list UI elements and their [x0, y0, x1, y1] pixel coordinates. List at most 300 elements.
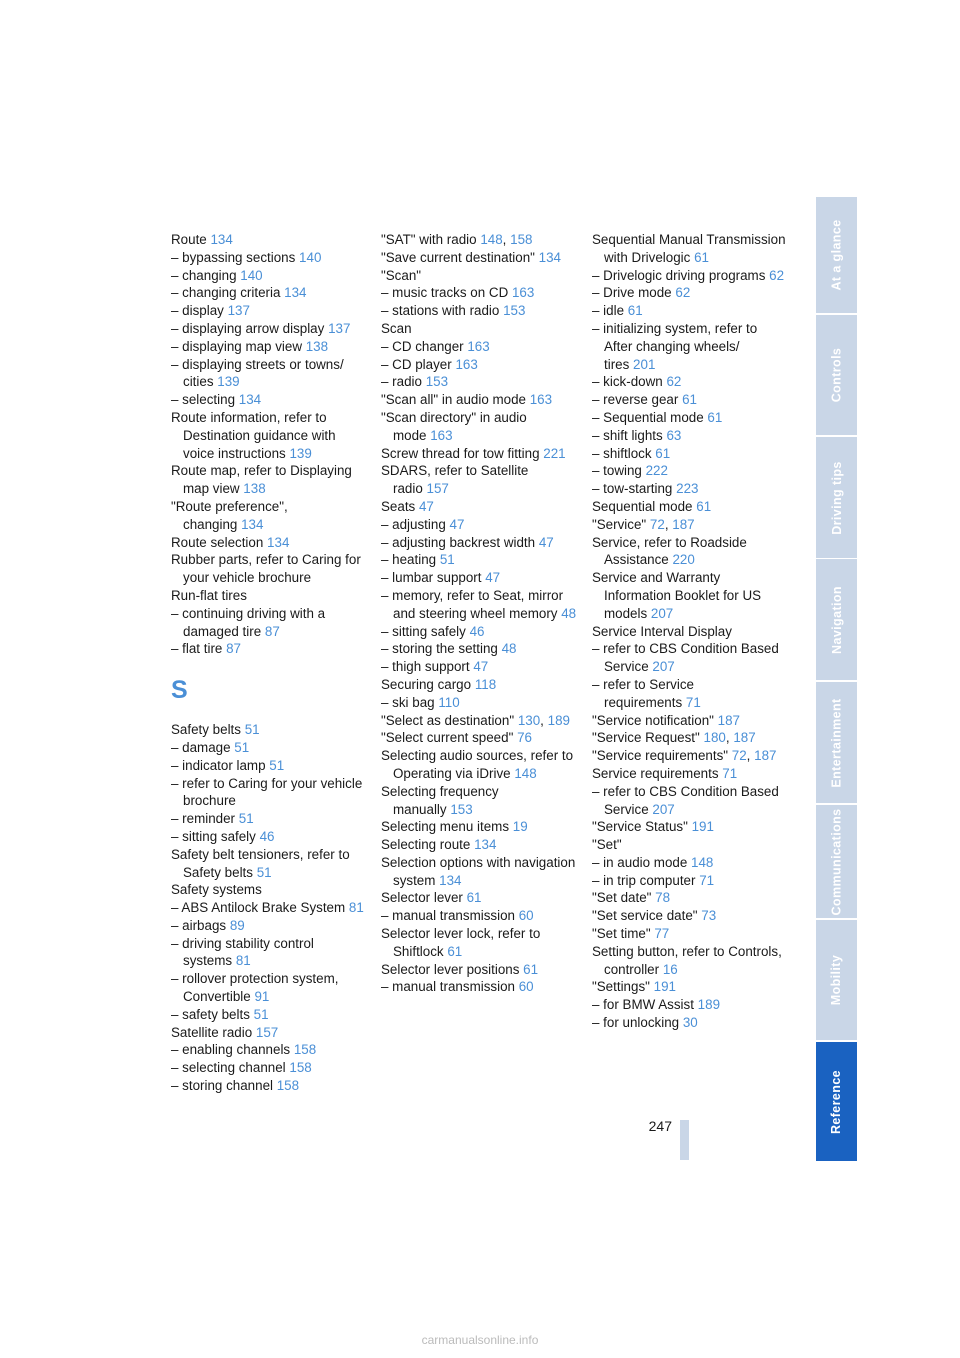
page-reference-link[interactable]: 87: [226, 641, 241, 657]
index-entry: [381, 925, 577, 961]
page-reference-link[interactable]: 61: [694, 249, 709, 265]
page-reference-link[interactable]: 134: [241, 516, 264, 532]
index-term: – music tracks on CD: [381, 285, 509, 301]
index-entry: "Service requirements" 72, 187: [592, 748, 777, 764]
index-entry: [381, 694, 577, 712]
tab-navigation[interactable]: [816, 559, 857, 680]
page-reference-link[interactable]: 134: [538, 249, 561, 265]
index-entry: "Service" 72, 187: [592, 516, 695, 532]
index-term: Rubber parts, refer to Caring for your vehicle brochure: [171, 552, 361, 586]
index-entry: [592, 302, 788, 320]
index-term: "Scan directory" in audio mode: [381, 409, 527, 443]
index-term: SDARS, refer to Satellite radio: [381, 463, 529, 497]
index-entry: [381, 462, 577, 498]
page-reference-link[interactable]: 134: [474, 837, 497, 853]
index-term: – displaying arrow display: [171, 320, 325, 336]
index-entry: [381, 409, 577, 445]
index-entry: [592, 445, 788, 463]
page-reference-link[interactable]: 139: [289, 445, 312, 461]
page-reference-link[interactable]: 189: [697, 997, 721, 1013]
page-reference-link[interactable]: 180: [703, 730, 726, 746]
index-entry: [592, 836, 788, 854]
index-entry: [381, 391, 577, 409]
index-term: – flat tire: [171, 641, 223, 657]
page-reference-link[interactable]: 163: [511, 285, 535, 301]
tab-label: Driving tips: [829, 460, 844, 535]
index-term: – idle: [592, 303, 625, 319]
page-reference-link[interactable]: 201: [633, 356, 656, 372]
index-term: – adjusting backrest width: [381, 534, 536, 550]
index-term: – refer to CBS Condition Based Service: [592, 641, 779, 675]
page-reference-link[interactable]: 134: [284, 285, 307, 301]
page-reference-link[interactable]: 153: [425, 374, 449, 390]
page-reference-link[interactable]: 51: [269, 757, 285, 773]
page-reference-link[interactable]: 138: [305, 338, 329, 354]
index-entry: [381, 818, 577, 836]
index-term: – ABS Antilock Brake System: [171, 900, 346, 916]
index-term: "Service": [592, 516, 647, 532]
page-reference-link[interactable]: 46: [469, 623, 485, 639]
index-term: – tow-starting: [592, 481, 673, 497]
page-reference-link[interactable]: 51: [253, 1006, 269, 1022]
index-term: "Set": [592, 837, 622, 853]
index-entry: "SAT" with radio 148, 158: [381, 232, 533, 247]
page-reference-link[interactable]: 60: [518, 979, 534, 995]
index-entry: [171, 462, 367, 498]
page-reference-link[interactable]: 207: [650, 605, 674, 621]
index-entry: [592, 267, 788, 285]
page-reference-link[interactable]: 19: [512, 819, 528, 835]
index-entry: [381, 676, 577, 694]
page-reference-link[interactable]: 76: [517, 730, 532, 746]
page-reference-link[interactable]: 207: [652, 659, 675, 675]
index-term: – refer to Service requirements: [592, 676, 694, 710]
index-entry: [592, 818, 788, 836]
index-term: – for unlocking: [592, 1015, 680, 1031]
index-entry: [592, 1014, 788, 1032]
index-entry: [171, 302, 367, 320]
index-term: – refer to CBS Condition Based Service: [592, 783, 779, 817]
index-entry: [592, 462, 788, 480]
index-term: "Settings": [592, 979, 650, 995]
page-reference-link[interactable]: 153: [503, 303, 526, 319]
index-entry: "Select as destination" 130, 189: [381, 712, 570, 728]
index-entry: [381, 445, 577, 463]
index-term: Scan: [381, 320, 412, 336]
index-entry: [171, 605, 367, 641]
index-entry: [171, 828, 367, 846]
index-entry: [171, 356, 367, 392]
page-reference-link[interactable]: 61: [447, 943, 463, 959]
index-term: Seats: [381, 498, 416, 514]
index-entry: [592, 712, 788, 730]
index-entry: [171, 1059, 367, 1077]
index-entry: [592, 925, 788, 943]
page-reference-link[interactable]: 139: [217, 374, 240, 390]
index-term: – memory, refer to Seat, mirror and steering wheel memory: [381, 587, 564, 621]
index-entry: [171, 899, 367, 917]
page-reference-link[interactable]: 47: [449, 516, 465, 532]
index-entry: [171, 1077, 367, 1095]
page-reference-link[interactable]: 61: [707, 409, 723, 425]
index-entry: [381, 961, 577, 979]
page-reference-link[interactable]: 62: [769, 267, 785, 283]
index-term: Route information, refer to Destination guidance with voice instructions: [171, 409, 336, 461]
index-entry: [592, 765, 788, 783]
page-reference-link[interactable]: 163: [455, 356, 478, 372]
tab-driving-tips[interactable]: [816, 437, 857, 558]
index-term: – kick-down: [592, 374, 663, 390]
index-entry: [592, 640, 788, 676]
index-term: – refer to Caring for your vehicle brochure: [171, 775, 363, 809]
index-term: – airbags: [171, 917, 227, 933]
page-reference-link[interactable]: 163: [467, 338, 490, 354]
index-term: – enabling channels: [171, 1042, 291, 1058]
page-reference-link[interactable]: 187: [733, 730, 756, 746]
index-entry: [171, 391, 367, 409]
index-entry: [592, 373, 788, 391]
index-term: Service requirements: [592, 765, 719, 781]
page-reference-link[interactable]: 158: [276, 1078, 300, 1094]
index-entry: [171, 409, 367, 462]
index-term: Selection options with navigation system: [381, 854, 576, 888]
index-term: – ski bag: [381, 694, 435, 710]
page-reference-link[interactable]: 130: [517, 712, 541, 728]
index-term: – lumbar support: [381, 570, 482, 586]
index-term: – stations with radio: [381, 303, 500, 319]
page-reference-link[interactable]: 189: [547, 712, 570, 728]
index-entry: [171, 551, 367, 587]
page-reference-link[interactable]: 77: [654, 926, 670, 942]
page-reference-link[interactable]: 158: [293, 1042, 317, 1058]
index-term: – towing: [592, 463, 642, 479]
index-entry: [381, 640, 577, 658]
page-reference-link[interactable]: 51: [439, 552, 455, 568]
page-reference-link[interactable]: 61: [466, 890, 482, 906]
page-reference-link[interactable]: 30: [682, 1015, 698, 1031]
index-entry: [171, 267, 367, 285]
index-entry: [381, 551, 577, 569]
page-reference-link[interactable]: 72: [731, 748, 747, 764]
page-reference-link[interactable]: 137: [328, 320, 351, 336]
index-term: – for BMW Assist: [592, 997, 694, 1013]
page-reference-link[interactable]: 81: [235, 953, 251, 969]
page-reference-link[interactable]: 51: [238, 811, 254, 827]
index-term: Selector lever positions: [381, 961, 520, 977]
index-term: Service and Warranty Information Booklet for US models: [592, 570, 762, 621]
index-entry: [171, 970, 367, 1006]
index-term: – displaying streets or towns/ cities: [171, 356, 344, 390]
index-term: – sitting safely: [171, 828, 256, 844]
index-entry: [592, 623, 788, 641]
section-tabs: [816, 197, 857, 1161]
index-entry: [171, 810, 367, 828]
index-term: – safety belts: [171, 1006, 250, 1022]
index-term: "Service notification": [592, 712, 714, 728]
index-entry: [381, 249, 577, 267]
index-term: Setting button, refer to Controls, controller: [592, 943, 782, 977]
index-entry: [381, 854, 577, 890]
index-term: – bypassing sections: [171, 249, 296, 265]
index-entry: [592, 907, 788, 925]
index-term: – manual transmission: [381, 908, 515, 924]
index-term: Run-flat tires: [171, 587, 247, 603]
index-term: – changing criteria: [171, 285, 281, 301]
index-entry: [381, 783, 577, 819]
index-entry: [171, 775, 367, 811]
page-reference-link[interactable]: 63: [666, 427, 682, 443]
index-term: "Select as destination": [381, 712, 515, 728]
index-term: – damage: [171, 739, 231, 755]
page-reference-link[interactable]: 51: [244, 722, 260, 738]
index-entry: [592, 996, 788, 1014]
index-term: – adjusting: [381, 516, 446, 532]
index-column-3: [592, 231, 788, 1032]
page-reference-link[interactable]: 61: [655, 445, 671, 461]
page-reference-link[interactable]: 187: [754, 748, 777, 764]
page-reference-link[interactable]: 51: [234, 739, 250, 755]
page-reference-link[interactable]: 222: [645, 463, 668, 479]
index-term: Satellite radio: [171, 1024, 253, 1040]
index-term: "SAT" with radio: [381, 232, 477, 247]
page-marker-bar: [680, 1120, 689, 1160]
page-reference-link[interactable]: 91: [254, 989, 270, 1005]
page-reference-link[interactable]: 137: [227, 303, 250, 319]
index-entry: [592, 284, 788, 302]
index-entry: [381, 338, 577, 356]
page-reference-link[interactable]: 47: [538, 534, 554, 550]
index-term: – storing channel: [171, 1078, 273, 1094]
index-entry: [592, 889, 788, 907]
index-term: Screw thread for tow fitting: [381, 445, 540, 461]
index-entry: [171, 1041, 367, 1059]
index-entry: [171, 917, 367, 935]
index-column-1: [171, 231, 367, 1095]
index-term: – in audio mode: [592, 854, 688, 870]
page-reference-link[interactable]: 47: [473, 659, 489, 675]
page-reference-link[interactable]: 60: [518, 908, 534, 924]
index-term: Sequential mode: [592, 498, 693, 514]
index-term: Route selection: [171, 534, 264, 550]
page-reference-link[interactable]: 140: [240, 267, 263, 283]
index-entry: [381, 569, 577, 587]
index-entry: [381, 284, 577, 302]
page-reference-link[interactable]: 110: [438, 694, 460, 710]
page-number: 247: [648, 1118, 672, 1134]
tab-controls[interactable]: [816, 315, 857, 435]
page-reference-link[interactable]: 148: [691, 854, 714, 870]
index-entry: [381, 587, 577, 623]
index-term: Service, refer to Roadside Assistance: [592, 534, 747, 568]
page-reference-link[interactable]: 158: [510, 232, 533, 247]
index-entry: [381, 498, 577, 516]
index-entry: [171, 640, 367, 658]
page-reference-link[interactable]: 46: [259, 828, 275, 844]
index-term: – continuing driving with a damaged tire: [171, 605, 326, 639]
index-entry: [171, 1006, 367, 1024]
index-entry: [381, 836, 577, 854]
page-reference-link[interactable]: 187: [672, 516, 695, 532]
page-reference-link[interactable]: 61: [682, 392, 697, 408]
page-reference-link[interactable]: 134: [210, 232, 233, 247]
page-reference-link[interactable]: 16: [662, 961, 678, 977]
page-reference-link[interactable]: 71: [722, 765, 738, 781]
index-term: – sitting safely: [381, 623, 466, 639]
index-term: Selector lever lock, refer to Shiftlock: [381, 926, 541, 959]
index-entry: [592, 427, 788, 445]
page-reference-link[interactable]: 72: [649, 516, 665, 532]
index-term: Selecting menu items: [381, 819, 510, 835]
page-reference-link[interactable]: 221: [543, 445, 566, 461]
index-entry: [592, 872, 788, 890]
page-reference-link[interactable]: 48: [561, 605, 577, 621]
index-entry: [381, 356, 577, 374]
index-term: – Drivelogic driving programs: [592, 267, 766, 283]
index-entry: [381, 747, 577, 783]
tab-label: Reference: [829, 1069, 844, 1134]
tab-mobility[interactable]: [816, 920, 857, 1040]
index-entry: [592, 854, 788, 872]
page-reference-link[interactable]: 87: [264, 623, 280, 639]
index-term: "Save current destination": [381, 249, 535, 265]
index-term: – rollover protection system, Convertible: [171, 971, 339, 1005]
index-term: Selector lever: [381, 890, 463, 906]
index-entry: [171, 338, 367, 356]
page-reference-link[interactable]: 140: [299, 249, 322, 265]
page-reference-link[interactable]: 61: [627, 303, 643, 319]
index-entry: [381, 320, 577, 338]
index-entry: [592, 569, 788, 622]
index-term: – reminder: [171, 811, 236, 827]
index-term: "Set date": [592, 890, 652, 906]
page-reference-link[interactable]: 223: [676, 481, 699, 497]
tab-reference[interactable]: [816, 1042, 857, 1161]
tab-entertainment[interactable]: [816, 682, 857, 803]
page-reference-link[interactable]: 89: [229, 917, 245, 933]
index-entry: [592, 231, 788, 267]
index-entry: [381, 623, 577, 641]
index-entry: [171, 284, 367, 302]
page-reference-link[interactable]: 47: [418, 498, 434, 514]
index-entry: [171, 231, 367, 249]
index-entry: [592, 534, 788, 570]
page-reference-link[interactable]: 47: [485, 570, 501, 586]
page-reference-link[interactable]: 78: [655, 890, 671, 906]
index-entry: [171, 534, 367, 552]
page-reference-link[interactable]: 157: [255, 1024, 279, 1040]
tab-communications[interactable]: [816, 805, 857, 918]
tab-label: Communications: [829, 808, 844, 915]
index-entry: [171, 587, 367, 605]
index-entry: [381, 516, 577, 534]
index-entry: [381, 889, 577, 907]
index-term: – selecting channel: [171, 1060, 286, 1076]
index-term: – changing: [171, 267, 237, 283]
index-entry: [171, 721, 367, 739]
tab-label: Controls: [829, 347, 844, 403]
index-term: "Service Request": [592, 730, 700, 746]
page-reference-link[interactable]: 134: [267, 534, 290, 550]
tab-label: At a glance: [829, 219, 844, 291]
index-entry: [171, 249, 367, 267]
index-term: Route map, refer to Displaying map view: [171, 463, 352, 497]
page-reference-link[interactable]: 81: [348, 900, 364, 916]
page-reference-link[interactable]: 51: [256, 864, 272, 880]
index-entry: [171, 320, 367, 338]
index-entry: [171, 498, 367, 534]
page-reference-link[interactable]: 220: [672, 552, 695, 568]
tab-at-a-glance[interactable]: [816, 197, 857, 313]
page-reference-link[interactable]: 207: [652, 801, 675, 817]
page-reference-link[interactable]: 153: [450, 801, 473, 817]
tab-label: Entertainment: [829, 697, 844, 788]
page-reference-link[interactable]: 163: [529, 392, 553, 408]
index-term: – in trip computer: [592, 872, 696, 888]
index-entry: [171, 739, 367, 757]
watermark-footer: carmanualsonline.info: [421, 1333, 539, 1347]
index-term: "Scan": [381, 267, 422, 283]
index-term: – CD player: [381, 356, 452, 372]
index-term: – shiftlock: [592, 445, 652, 461]
index-term: – initializing system, refer to After changing wheels/ tires: [592, 320, 758, 372]
index-term: – storing the setting: [381, 641, 498, 657]
index-entry: [592, 320, 788, 373]
index-term: Safety belts: [171, 722, 241, 738]
index-entry: [592, 783, 788, 819]
page-reference-link[interactable]: 62: [666, 374, 682, 390]
page-reference-link[interactable]: 158: [289, 1060, 312, 1076]
page-reference-link[interactable]: 61: [523, 961, 539, 977]
index-letter-heading: S: [171, 676, 188, 705]
index-term: – displaying map view: [171, 338, 302, 354]
index-term: – indicator lamp: [171, 757, 266, 773]
page-reference-link[interactable]: 62: [675, 285, 691, 301]
index-term: – manual transmission: [381, 979, 515, 995]
page-reference-link[interactable]: 163: [430, 427, 453, 443]
page-reference-link[interactable]: 71: [699, 872, 715, 888]
index-term: "Service Status": [592, 819, 688, 835]
index-term: Selecting audio sources, refer to Operating via iDrive: [381, 748, 574, 781]
page-reference-link[interactable]: 73: [701, 908, 717, 924]
page-reference-link[interactable]: 118: [474, 676, 497, 692]
index-entry: [381, 907, 577, 925]
index-entry: [592, 391, 788, 409]
index-term: "Service requirements": [592, 748, 729, 764]
index-entry: [171, 1024, 367, 1042]
index-entry: [592, 498, 788, 516]
page-reference-link[interactable]: 71: [685, 694, 701, 710]
page-reference-link[interactable]: 148: [514, 765, 537, 781]
page-reference-link[interactable]: 61: [696, 498, 712, 514]
page-reference-link[interactable]: 134: [439, 872, 462, 888]
index-entry: [171, 757, 367, 775]
page-reference-link[interactable]: 138: [243, 481, 266, 497]
index-term: Safety systems: [171, 882, 262, 898]
page-reference-link[interactable]: 187: [717, 712, 740, 728]
page-reference-link[interactable]: 157: [426, 481, 449, 497]
page-reference-link[interactable]: 191: [691, 819, 714, 835]
page-reference-link[interactable]: 134: [238, 392, 262, 408]
page-reference-link[interactable]: 48: [501, 641, 517, 657]
page-reference-link[interactable]: 148: [480, 232, 503, 247]
index-term: Safety belt tensioners, refer to Safety belts: [171, 846, 350, 880]
index-entry: [592, 943, 788, 979]
index-entry: [381, 267, 577, 285]
index-term: "Scan all" in audio mode: [381, 392, 526, 408]
index-term: – Sequential mode: [592, 409, 704, 425]
index-entry: [381, 373, 577, 391]
page-reference-link[interactable]: 191: [653, 979, 676, 995]
